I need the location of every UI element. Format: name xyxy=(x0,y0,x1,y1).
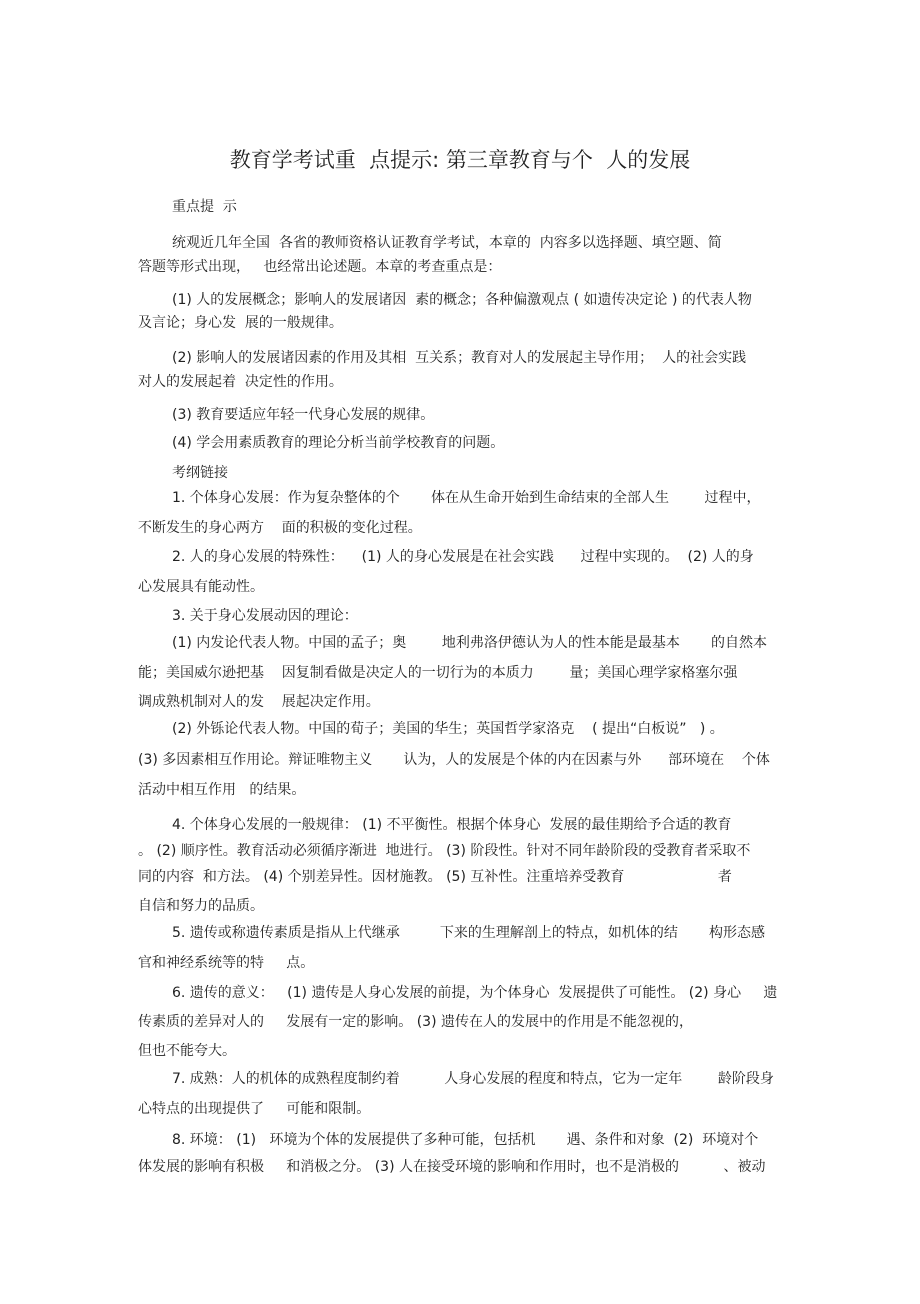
paragraph-line: 1. 个体身心发展：作为复杂整体的个 体在从生命开始到生命结束的全部人生 过程中， xyxy=(172,490,761,506)
paragraph-line: 7. 成熟：人的机体的成熟程度制约着 人身心发展的程度和特点，它为一定年 龄阶段身 xyxy=(172,1071,774,1087)
paragraph-line: 活动中相互作用 的结果。 xyxy=(138,782,306,798)
paragraph-line: 2. 人的身心发展的特殊性： (1) 人的身心发展是在社会实践 过程中实现的。 (2) 人的身 xyxy=(172,549,754,565)
paragraph-line: 4. 个体身心发展的一般规律： (1) 不平衡性。根据个体身心 发展的最佳期给予合适的教育 xyxy=(172,817,732,833)
paragraph-line: 体发展的影响有积极 和消极之分。 (3) 人在接受环境的影响和作用时，也不是消极的 、被动 xyxy=(138,1159,766,1175)
paragraph-line: 答题等形式出现， 也经常出论述题。本章的考查重点是： xyxy=(138,259,502,275)
paragraph-line: 统观近几年全国 各省的教师资格认证教育学考试，本章的 内容多以选择题、填空题、简 xyxy=(172,235,722,251)
section-heading-key-points: 重点提 示 xyxy=(172,199,237,215)
paragraph-line: (3) 教育要适应年轻一代身心发展的规律。 xyxy=(172,407,435,423)
paragraph-line: 。 (2) 顺序性。教育活动必须循序渐进 地进行。 (3) 阶段性。针对不同年龄阶段的受教育者采取不 xyxy=(138,843,751,859)
paragraph-line: 5. 遗传或称遗传素质是指从上代继承 下来的生理解剖上的特点，如机体的结 构形态感 xyxy=(172,925,766,941)
document-title: 教育学考试重 点提示: 第三章教育与个 人的发展 xyxy=(229,148,691,172)
paragraph-line: (2) 外铄论代表人物。中国的荀子；美国的华生；英国哲学家洛克 ( 提出“白板说” ) 。 xyxy=(172,721,724,737)
paragraph-line: (2) 影响人的发展诸因素的作用及其相 互关系；教育对人的发展起主导作用； 人的社会实践 xyxy=(172,350,747,366)
paragraph-line: 调成熟机制对人的发 展起决定作用。 xyxy=(138,694,380,710)
paragraph-line: 官和神经系统等的特 点。 xyxy=(138,955,315,971)
paragraph-line: (4) 学会用素质教育的理论分析当前学校教育的问题。 xyxy=(172,435,505,451)
paragraph-line: 3. 关于身心发展动因的理论： xyxy=(172,608,358,624)
paragraph-line: 心发展具有能动性。 xyxy=(138,579,264,595)
paragraph-line: 但也不能夸大。 xyxy=(138,1043,236,1059)
paragraph-line: 不断发生的身心两方 面的积极的变化过程。 xyxy=(138,520,422,536)
paragraph-line: 6. 遗传的意义： (1) 遗传是人身心发展的前提，为个体身心 发展提供了可能性。 (2) 身心 遗 xyxy=(172,985,778,1001)
paragraph-line: 心特点的出现提供了 可能和限制。 xyxy=(138,1101,371,1117)
paragraph-line: 传素质的差异对人的 发展有一定的影响。 (3) 遗传在人的发展中的作用是不能忽视的， xyxy=(138,1014,693,1030)
paragraph-line: 自信和努力的品质。 xyxy=(138,898,264,914)
paragraph-line: 及言论；身心发 展的一般规律。 xyxy=(138,315,343,331)
paragraph-line: 同的内容 和方法。 (4) 个别差异性。因材施教。 (5) 互补性。注重培养受教育 者 xyxy=(138,869,732,885)
paragraph-line: (1) 内发论代表人物。中国的孟子；奥 地利弗洛伊德认为人的性本能是最基本 的自然本 xyxy=(172,635,768,651)
paragraph-line: 能；美国威尔逊把基 因复制看做是决定人的一切行为的本质力 量；美国心理学家格塞尔强 xyxy=(138,665,738,681)
section-heading-syllabus: 考纲链接 xyxy=(172,465,228,481)
paragraph-line: (3) 多因素相互作用论。辩证唯物主义 认为，人的发展是个体的内在因素与外 部环境在 个体 xyxy=(138,752,770,768)
paragraph-line: 对人的发展起着 决定性的作用。 xyxy=(138,374,343,390)
paragraph-line: 8. 环境： (1) 环境为个体的发展提供了多种可能，包括机 遇、条件和对象 (2) 环境对个 xyxy=(172,1132,759,1148)
paragraph-line: (1) 人的发展概念；影响人的发展诸因 素的概念；各种偏激观点 ( 如遗传决定论 ) 的代表人物 xyxy=(172,292,752,308)
